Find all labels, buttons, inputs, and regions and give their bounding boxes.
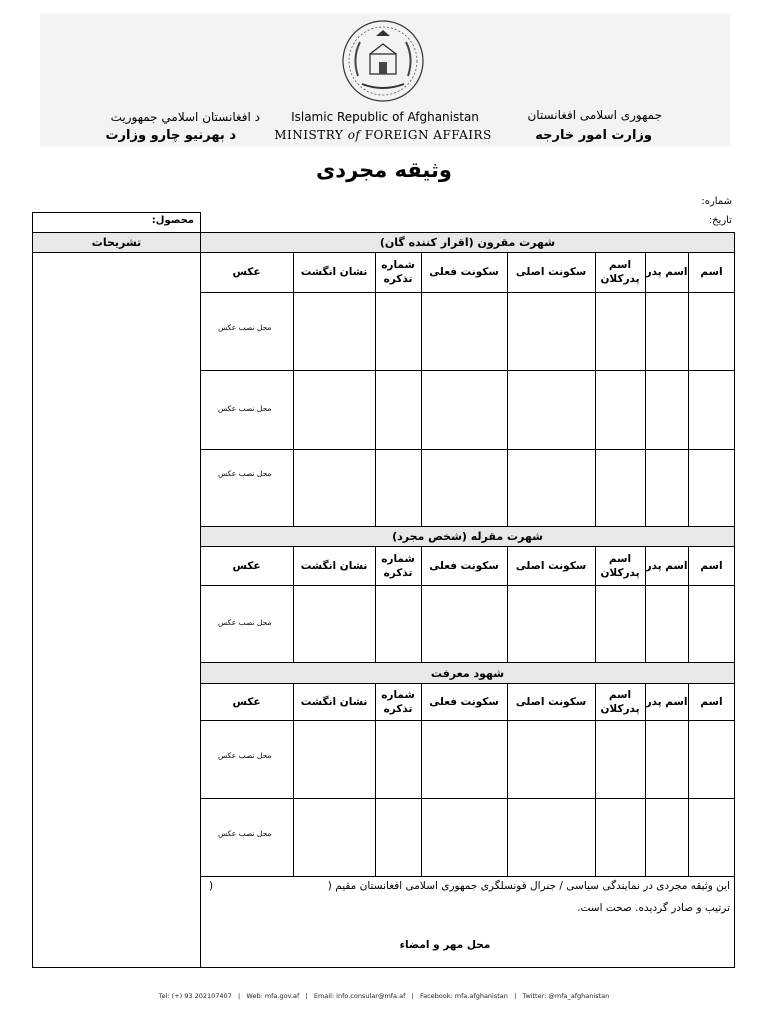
photo-placeholder: محل نصب عکس	[218, 469, 272, 478]
grid-line	[293, 684, 294, 877]
number-label: شماره:	[701, 196, 732, 207]
column-name-header: اسم	[700, 696, 723, 708]
grid-line	[507, 547, 508, 663]
column-original-residence-header: سکونت اصلی	[515, 696, 587, 708]
column-grandfather-name-header: اسم پدرکلان	[600, 259, 640, 285]
column-header-row	[200, 252, 735, 292]
column-photo-header: عکس	[232, 696, 261, 708]
seal-signature-label: محل مهر و امضاء	[399, 939, 491, 951]
column-grandfather-name-header: اسم پدرکلان	[600, 553, 640, 579]
column-current-residence-header: سکونت فعلی	[429, 696, 499, 708]
grid-line	[645, 547, 646, 663]
grid-line	[293, 252, 294, 527]
photo-placeholder: محل نصب عکس	[218, 618, 272, 627]
photo-placeholder: محل نصب عکس	[218, 829, 272, 838]
declaration-line2: ترتیب و صادر گردیده. صحت است.	[577, 902, 730, 914]
grid-line	[507, 684, 508, 877]
grid-line	[688, 547, 689, 663]
grid-line	[375, 547, 376, 663]
grid-line	[375, 684, 376, 877]
grid-line	[375, 252, 376, 527]
column-header-row	[200, 684, 735, 720]
grid-line	[421, 252, 422, 527]
column-photo-header: عکس	[232, 266, 261, 278]
column-fingerprint-header: نشان انگشت	[300, 696, 368, 708]
header-center-line1: Islamic Republic of Afghanistan	[291, 110, 479, 124]
column-original-residence-header: سکونت اصلی	[515, 560, 587, 572]
column-header-row	[200, 547, 735, 585]
grid-line	[595, 252, 596, 527]
photo-placeholder: محل نصب عکس	[218, 404, 272, 413]
photo-placeholder: محل نصب عکس	[218, 751, 272, 760]
section-title-declarants: شهرت مقرون (اقرار کننده گان)	[201, 233, 734, 253]
column-father-name-header: اسم پدر	[645, 696, 688, 708]
column-father-name-header: اسم پدر	[645, 560, 688, 572]
header-left-line2: د بهرنيو چارو وزارت	[105, 128, 236, 143]
column-id-number-header: شماره تذکره	[381, 259, 415, 285]
grid-line	[421, 547, 422, 663]
contact-footer: Tel: (+) 93 202107407 | Web: mfa.gov.af | Email: info.consular@mfa.af | Facebook: mfa.afghanistan | Twitter: @mfa_afghanistan	[158, 992, 610, 1000]
remarks-column	[32, 212, 201, 968]
section-rows-single-person	[200, 585, 735, 663]
grid-line	[645, 252, 646, 527]
column-photo-header: عکس	[232, 560, 261, 572]
column-id-number-header: شماره تذکره	[381, 689, 415, 715]
grid-line	[507, 252, 508, 527]
column-father-name-header: اسم پدر	[645, 266, 688, 278]
column-fingerprint-header: نشان انگشت	[300, 266, 368, 278]
column-current-residence-header: سکونت فعلی	[429, 266, 499, 278]
grid-line	[688, 684, 689, 877]
header-right-line1: جمهوری اسلامی افغانستان	[527, 108, 662, 122]
grid-line	[595, 684, 596, 877]
declaration-line1: این وثیقه مجردی در نمایندگی سیاسی / جنرال قونسلگری جمهوری اسلامی افغانستان مقیم (	[327, 880, 730, 892]
column-name-header: اسم	[700, 266, 723, 278]
grid-line	[688, 252, 689, 527]
grid-line	[645, 684, 646, 877]
grid-line	[293, 547, 294, 663]
column-id-number-header: شماره تذکره	[381, 553, 415, 579]
declaration-close-paren: )	[209, 880, 214, 892]
column-name-header: اسم	[700, 560, 723, 572]
column-current-residence-header: سکونت فعلی	[429, 560, 499, 572]
date-label: تاریخ:	[708, 215, 732, 226]
afghanistan-emblem-icon	[340, 18, 426, 104]
grid-line	[421, 684, 422, 877]
document-title: وثیقه مجردی	[316, 158, 452, 182]
header-center-line2: MINISTRY of FOREIGN AFFAIRS	[274, 128, 492, 142]
photo-placeholder: محل نصب عکس	[218, 323, 272, 332]
grid-line	[595, 547, 596, 663]
column-grandfather-name-header: اسم پدرکلان	[600, 689, 640, 715]
section-title-witnesses: شهود معرفت	[201, 663, 734, 684]
column-fingerprint-header: نشان انگشت	[300, 560, 368, 572]
header-left-line1: د افغانستان اسلامي جمهوريت	[110, 110, 260, 124]
header-right-line2: وزارت امور خارجه	[535, 128, 652, 143]
section-rows-declarants	[200, 292, 735, 527]
fee-label: محصول:	[151, 215, 194, 226]
section-rows-witnesses	[200, 720, 735, 877]
column-original-residence-header: سکونت اصلی	[515, 266, 587, 278]
remarks-label: تشریحات	[33, 232, 200, 253]
section-title-single-person: شهرت مقرله (شخص مجرد)	[201, 527, 734, 547]
